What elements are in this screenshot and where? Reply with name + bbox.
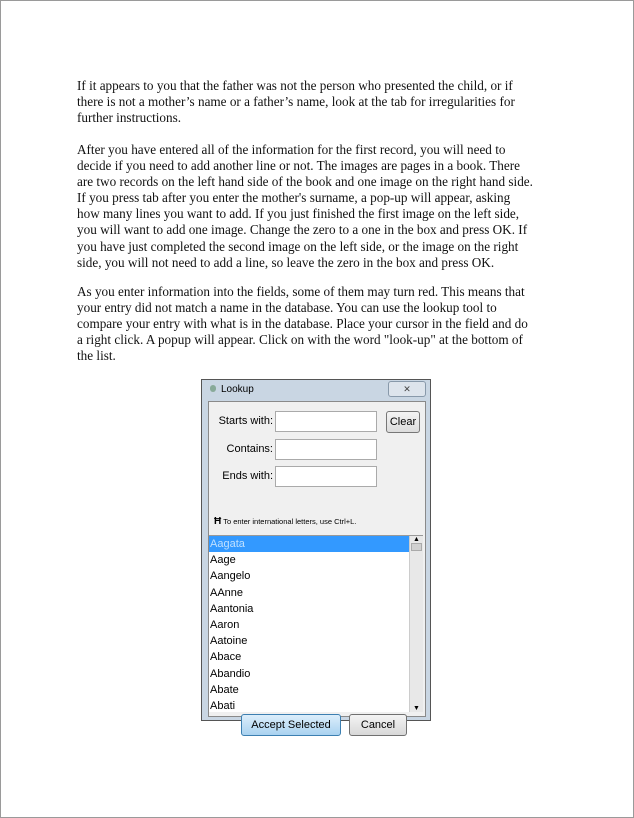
list-item-selected[interactable]: Aagata bbox=[209, 536, 409, 552]
text-line: how many lines you want to add. If you just finished the first image on the left side, bbox=[77, 206, 520, 222]
starts-with-label: Starts with: bbox=[218, 415, 273, 427]
list-item[interactable]: Aantonia bbox=[210, 602, 254, 615]
dialog-title-text: Lookup bbox=[221, 384, 254, 395]
list-item[interactable]: Aage bbox=[210, 554, 236, 567]
text-line: you will want to add one image. Change the zero to a one in the box and press OK. If bbox=[77, 222, 528, 238]
app-icon bbox=[210, 385, 216, 392]
text-line: a right click. A popup will appear. Click on with the word "look-up" at the bottom of bbox=[77, 332, 523, 348]
starts-with-input[interactable] bbox=[275, 411, 377, 432]
text-line: are two records on the left hand side of the book and one image on the right hand side. bbox=[77, 174, 533, 190]
text-line: there is not a mother’s name or a father’s name, look at the tab for irregularities for bbox=[77, 94, 515, 110]
cancel-button[interactable]: Cancel bbox=[349, 714, 407, 736]
list-item[interactable]: Aangelo bbox=[210, 570, 251, 583]
list-item[interactable]: Aatoine bbox=[210, 635, 248, 648]
hint-text: To enter international letters, use Ctrl+L. bbox=[223, 517, 357, 526]
dialog-title bbox=[210, 384, 254, 395]
keyboard-icon: Ħ bbox=[214, 516, 222, 527]
paragraph-lookup bbox=[77, 284, 567, 364]
contains-label: Contains: bbox=[226, 443, 273, 455]
contains-input[interactable] bbox=[275, 439, 377, 460]
list-item[interactable]: AAnne bbox=[210, 586, 244, 599]
paragraph-add-line bbox=[77, 142, 567, 271]
text-line: decide if you need to add another line or not. The images are pages in a book. There bbox=[77, 158, 520, 174]
scroll-thumb[interactable] bbox=[411, 543, 422, 551]
paragraph-irregularities bbox=[77, 78, 567, 126]
dialog-body bbox=[208, 401, 426, 731]
ends-with-input[interactable] bbox=[275, 466, 377, 487]
list-item[interactable]: Abace bbox=[210, 651, 242, 664]
ends-with-label: Ends with: bbox=[222, 470, 273, 482]
text-line: compare your entry with what is in the database. Place your cursor in the field and do bbox=[77, 316, 528, 332]
text-line: After you have entered all of the information for the first record, you will need to bbox=[77, 142, 506, 157]
text-line: your entry did not match a name in the database. You can use the lookup tool to bbox=[77, 300, 497, 316]
scrollbar[interactable] bbox=[409, 536, 423, 712]
text-line: As you enter information into the fields, some of them may turn red. This means that bbox=[77, 284, 525, 299]
text-line: you have just completed the second image on the left side, or the image on the right bbox=[77, 238, 519, 254]
clear-button[interactable]: Clear bbox=[386, 411, 420, 433]
close-button[interactable]: ✕ bbox=[388, 381, 426, 397]
text-line: the list. bbox=[77, 348, 116, 364]
accept-selected-button[interactable]: Accept Selected bbox=[241, 714, 341, 736]
text-line: If it appears to you that the father was not the person who presented the child, or if bbox=[77, 78, 513, 93]
list-item[interactable]: Abandio bbox=[210, 667, 251, 680]
scroll-down-icon[interactable]: ▼ bbox=[413, 705, 420, 712]
name-list[interactable] bbox=[209, 535, 423, 712]
text-line: If you press tab after you enter the mother's surname, a pop-up will appear, asking bbox=[77, 190, 511, 206]
hint bbox=[214, 516, 356, 527]
list-item[interactable]: Abati bbox=[210, 699, 236, 712]
list-item[interactable]: Aaron bbox=[210, 618, 240, 631]
text-line: side, you will not need to add a line, so leave the zero in the box and press OK. bbox=[77, 254, 495, 270]
lookup-dialog bbox=[201, 379, 431, 731]
list-item[interactable]: Abate bbox=[210, 683, 239, 696]
text-line: further instructions. bbox=[77, 110, 182, 126]
scroll-up-icon[interactable]: ▲ bbox=[413, 536, 420, 543]
